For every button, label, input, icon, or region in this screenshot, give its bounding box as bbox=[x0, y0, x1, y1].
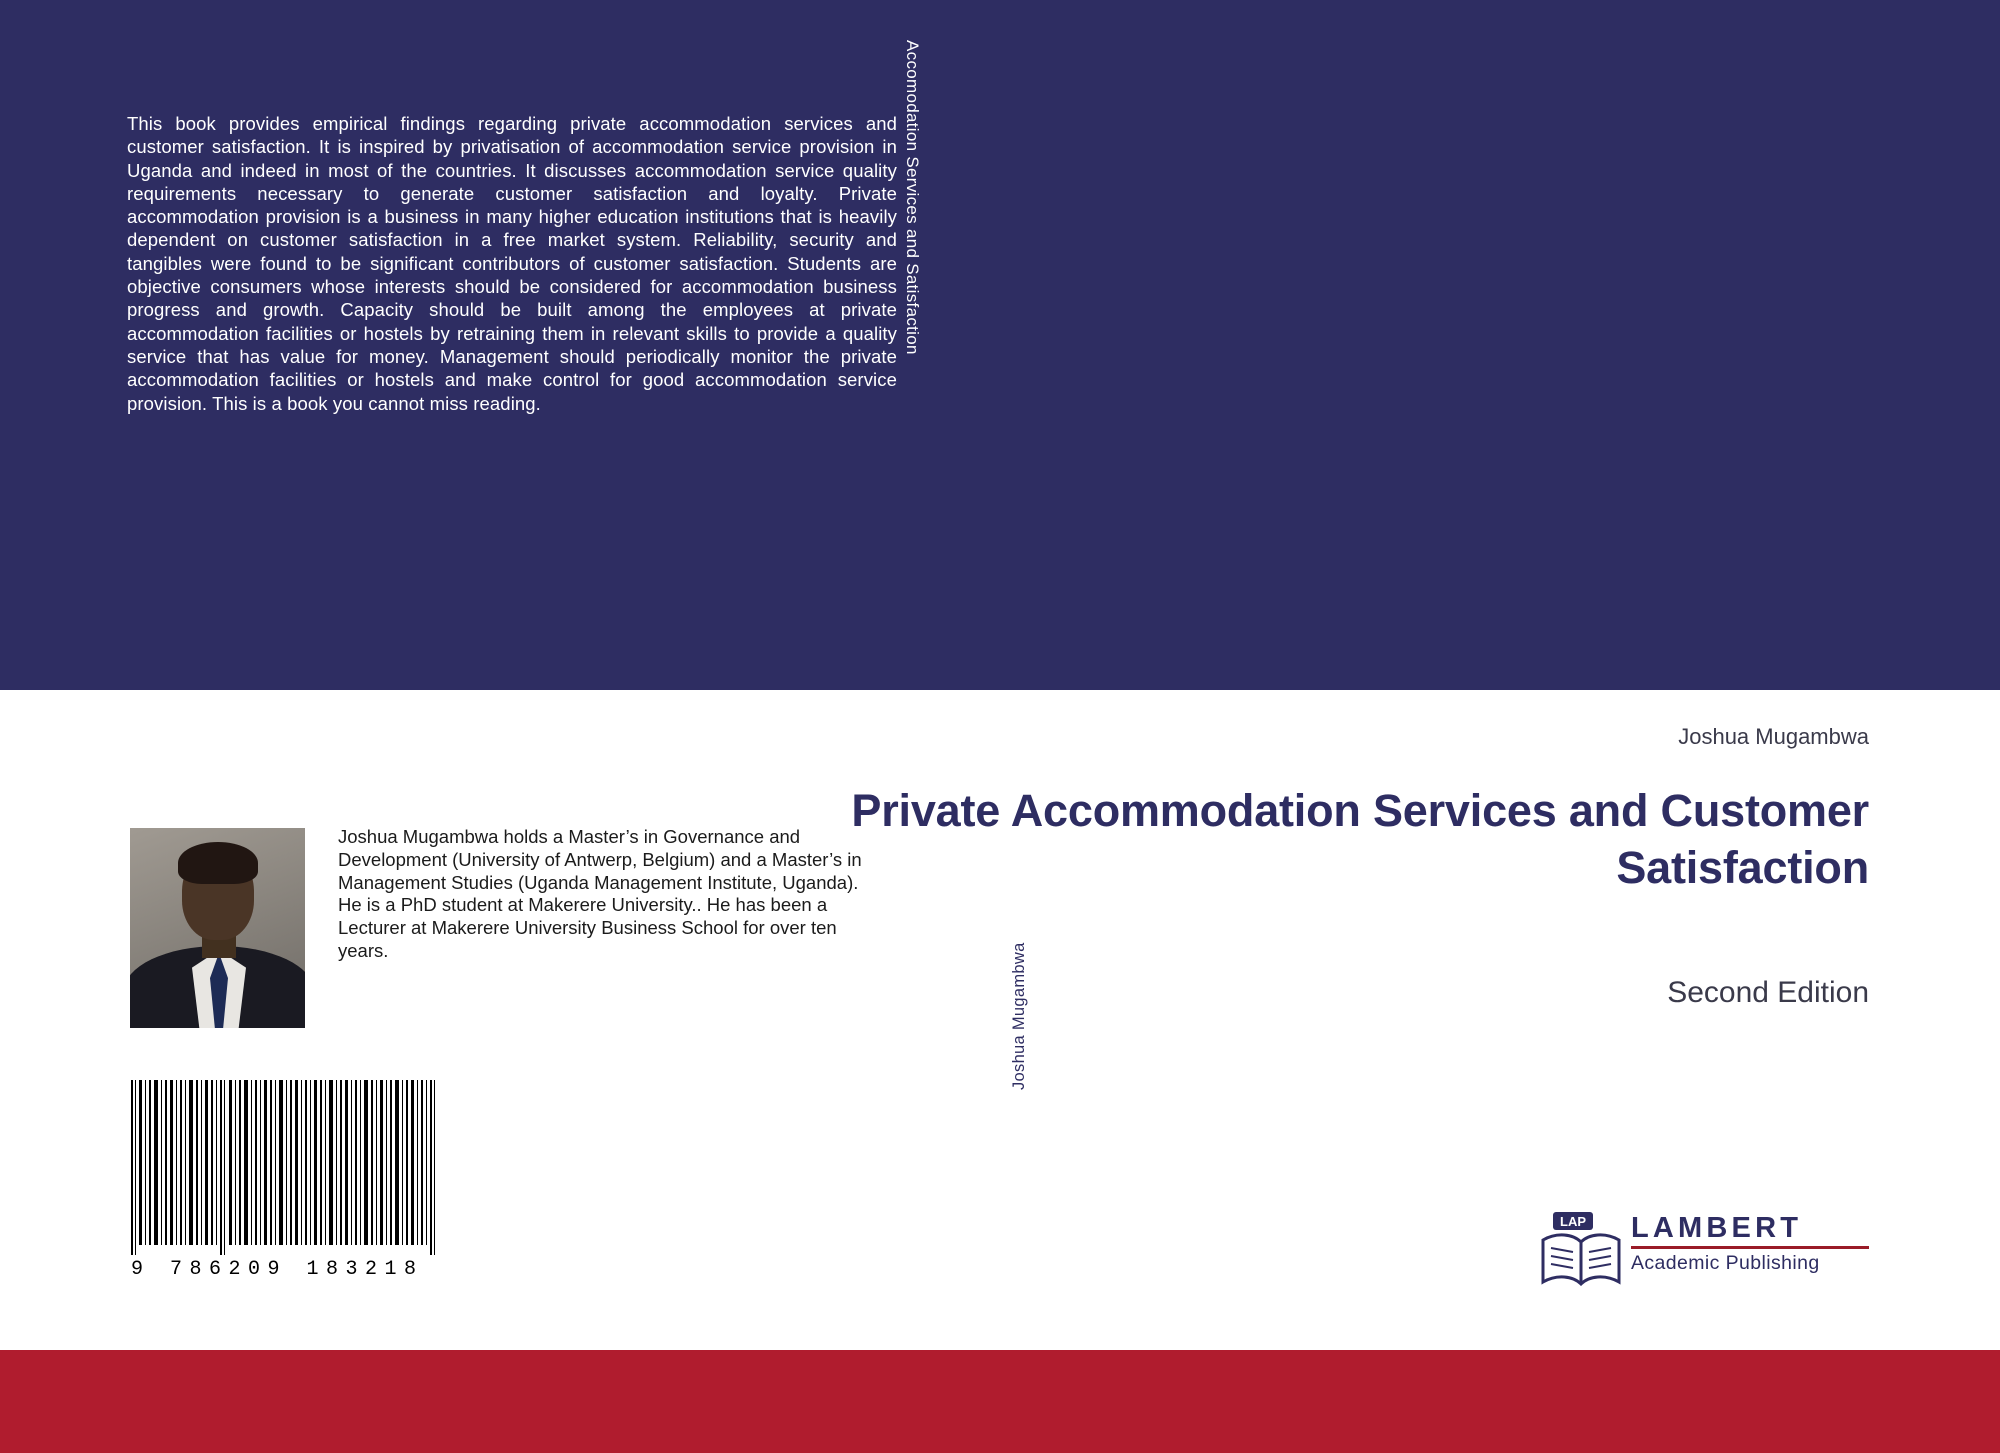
open-book-icon bbox=[1539, 1210, 1625, 1294]
barcode bbox=[131, 1080, 451, 1281]
back-cover-panel bbox=[0, 0, 2000, 690]
publisher-name: LAMBERT bbox=[1631, 1212, 1803, 1244]
photo-hair bbox=[178, 842, 258, 884]
bottom-red-band bbox=[0, 1350, 2000, 1453]
front-cover-author: Joshua Mugambwa bbox=[1678, 724, 1869, 749]
publisher-text bbox=[1631, 1212, 1869, 1275]
barcode-digits: 9 786209 183218 bbox=[131, 1258, 424, 1281]
svg-text:LAP: LAP bbox=[1560, 1214, 1586, 1229]
publisher-tagline: Academic Publishing bbox=[1631, 1252, 1820, 1274]
spine-title: Accomodation Services and Satisfaction bbox=[903, 40, 922, 355]
barcode-bars-icon bbox=[131, 1080, 451, 1255]
back-cover-blurb: This book provides empirical findings regarding private accommodation services and customer satisfaction. It is inspired by privatisation of accommodation service provision in Uganda and indeed in most of the countries. It discusses accommodation service quality requirements necessary to generate customer satisfaction and loyalty. Private accommodation provision is a business in many higher education institutions that is heavily dependent on customer satisfaction in a free market system. Reliability, security and tangibles were found to be significant contributors of customer satisfaction. Students are objective consumers whose interests should be considered for accommodation business progress and growth. Capacity should be built among the employees at private accommodation facilities or hostels by retraining them in relevant skills to provide a quality service that has value for money. Management should periodically monitor the private accommodation facilities or hostels and make control for good accommodation service provision. This is a book you cannot miss reading. bbox=[127, 113, 897, 414]
front-cover-title: Private Accommodation Services and Customer Satisfaction bbox=[851, 785, 1869, 893]
author-bio: Joshua Mugambwa holds a Master’s in Governance and Development (University of Antwerp, Belgium) and a Master’s in Management Studies (Uganda Management Institute, Uganda). He is a PhD student at Makerere University.. He has been a Lecturer at Makerere University Business School for over ten years. bbox=[338, 826, 862, 961]
author-photo bbox=[130, 828, 305, 1028]
publisher-logo bbox=[1539, 1208, 1869, 1296]
front-cover-subtitle: Second Edition bbox=[1667, 976, 1869, 1009]
publisher-divider bbox=[1631, 1246, 1869, 1249]
spine-author: Joshua Mugambwa bbox=[1010, 942, 1028, 1090]
